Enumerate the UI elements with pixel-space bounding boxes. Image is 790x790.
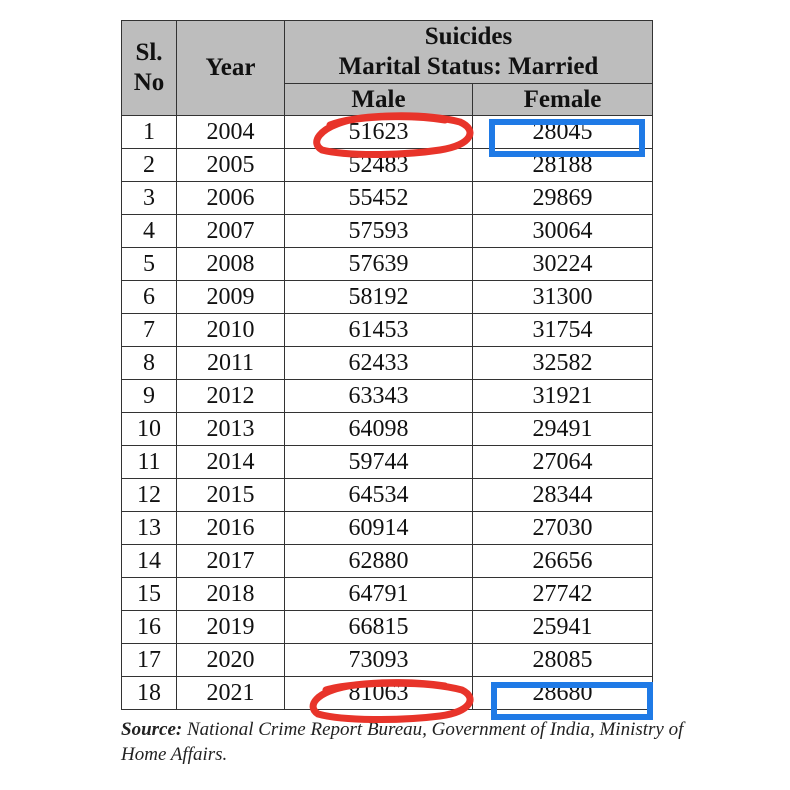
table-row (122, 182, 653, 215)
cell-year: 2021 (177, 677, 285, 710)
cell-male: 55452 (285, 182, 473, 215)
cell-male: 62433 (285, 347, 473, 380)
header-group (285, 21, 653, 84)
table-row (122, 380, 653, 413)
table-row (122, 215, 653, 248)
cell-year: 2006 (177, 182, 285, 215)
table-row (122, 149, 653, 182)
cell-female: 29869 (473, 182, 653, 215)
cell-male: 57593 (285, 215, 473, 248)
cell-female: 27030 (473, 512, 653, 545)
table-row (122, 248, 653, 281)
table-row (122, 116, 653, 149)
cell-female: 32582 (473, 347, 653, 380)
cell-year: 2008 (177, 248, 285, 281)
cell-year: 2014 (177, 446, 285, 479)
cell-sl-no: 2 (122, 149, 177, 182)
table-row (122, 545, 653, 578)
cell-year: 2015 (177, 479, 285, 512)
cell-sl-no: 11 (122, 446, 177, 479)
source-text: National Crime Report Bureau, Government of India, Ministry of Home Affairs. (121, 719, 684, 765)
table-row (122, 281, 653, 314)
cell-year: 2004 (177, 116, 285, 149)
source-note (121, 717, 701, 767)
cell-female: 30064 (473, 215, 653, 248)
cell-female: 28344 (473, 479, 653, 512)
cell-male: 62880 (285, 545, 473, 578)
cell-male: 64791 (285, 578, 473, 611)
cell-sl-no: 1 (122, 116, 177, 149)
table-row (122, 644, 653, 677)
cell-sl-no: 18 (122, 677, 177, 710)
table-row (122, 314, 653, 347)
cell-male: 51623 (285, 116, 473, 149)
cell-sl-no: 5 (122, 248, 177, 281)
cell-year: 2009 (177, 281, 285, 314)
cell-sl-no: 7 (122, 314, 177, 347)
table-row (122, 413, 653, 446)
header-group-line1: Suicides (424, 23, 513, 50)
cell-sl-no: 13 (122, 512, 177, 545)
cell-sl-no: 3 (122, 182, 177, 215)
cell-year: 2016 (177, 512, 285, 545)
cell-sl-no: 15 (122, 578, 177, 611)
cell-sl-no: 16 (122, 611, 177, 644)
cell-female: 31754 (473, 314, 653, 347)
cell-female: 25941 (473, 611, 653, 644)
cell-sl-no: 10 (122, 413, 177, 446)
cell-year: 2012 (177, 380, 285, 413)
header-male: Male (285, 84, 473, 116)
table-row (122, 446, 653, 479)
cell-year: 2019 (177, 611, 285, 644)
cell-female: 31300 (473, 281, 653, 314)
cell-female: 27742 (473, 578, 653, 611)
cell-male: 81063 (285, 677, 473, 710)
table-row (122, 479, 653, 512)
cell-female: 28188 (473, 149, 653, 182)
cell-year: 2007 (177, 215, 285, 248)
cell-male: 57639 (285, 248, 473, 281)
cell-sl-no: 17 (122, 644, 177, 677)
header-sl-no: Sl. No (122, 21, 177, 116)
table-row (122, 347, 653, 380)
header-female: Female (473, 84, 653, 116)
cell-male: 58192 (285, 281, 473, 314)
cell-male: 64534 (285, 479, 473, 512)
cell-sl-no: 12 (122, 479, 177, 512)
header-group-line2: Marital Status: Married (338, 53, 599, 80)
table-body (122, 116, 653, 710)
cell-year: 2005 (177, 149, 285, 182)
cell-female: 26656 (473, 545, 653, 578)
cell-female: 28085 (473, 644, 653, 677)
cell-male: 60914 (285, 512, 473, 545)
source-label: Source: (121, 719, 183, 740)
cell-female: 27064 (473, 446, 653, 479)
table-row (122, 512, 653, 545)
cell-male: 61453 (285, 314, 473, 347)
cell-male: 52483 (285, 149, 473, 182)
header-year: Year (177, 21, 285, 116)
cell-year: 2010 (177, 314, 285, 347)
cell-female: 28045 (473, 116, 653, 149)
cell-sl-no: 8 (122, 347, 177, 380)
cell-male: 63343 (285, 380, 473, 413)
cell-female: 29491 (473, 413, 653, 446)
cell-sl-no: 6 (122, 281, 177, 314)
cell-male: 66815 (285, 611, 473, 644)
table-row (122, 677, 653, 710)
cell-sl-no: 4 (122, 215, 177, 248)
cell-year: 2020 (177, 644, 285, 677)
table-row (122, 611, 653, 644)
data-table (121, 20, 653, 710)
cell-female: 30224 (473, 248, 653, 281)
cell-sl-no: 14 (122, 545, 177, 578)
cell-sl-no: 9 (122, 380, 177, 413)
cell-year: 2013 (177, 413, 285, 446)
cell-female: 31921 (473, 380, 653, 413)
cell-male: 59744 (285, 446, 473, 479)
cell-female: 28680 (473, 677, 653, 710)
cell-year: 2017 (177, 545, 285, 578)
table-row (122, 578, 653, 611)
cell-male: 64098 (285, 413, 473, 446)
cell-male: 73093 (285, 644, 473, 677)
cell-year: 2018 (177, 578, 285, 611)
cell-year: 2011 (177, 347, 285, 380)
